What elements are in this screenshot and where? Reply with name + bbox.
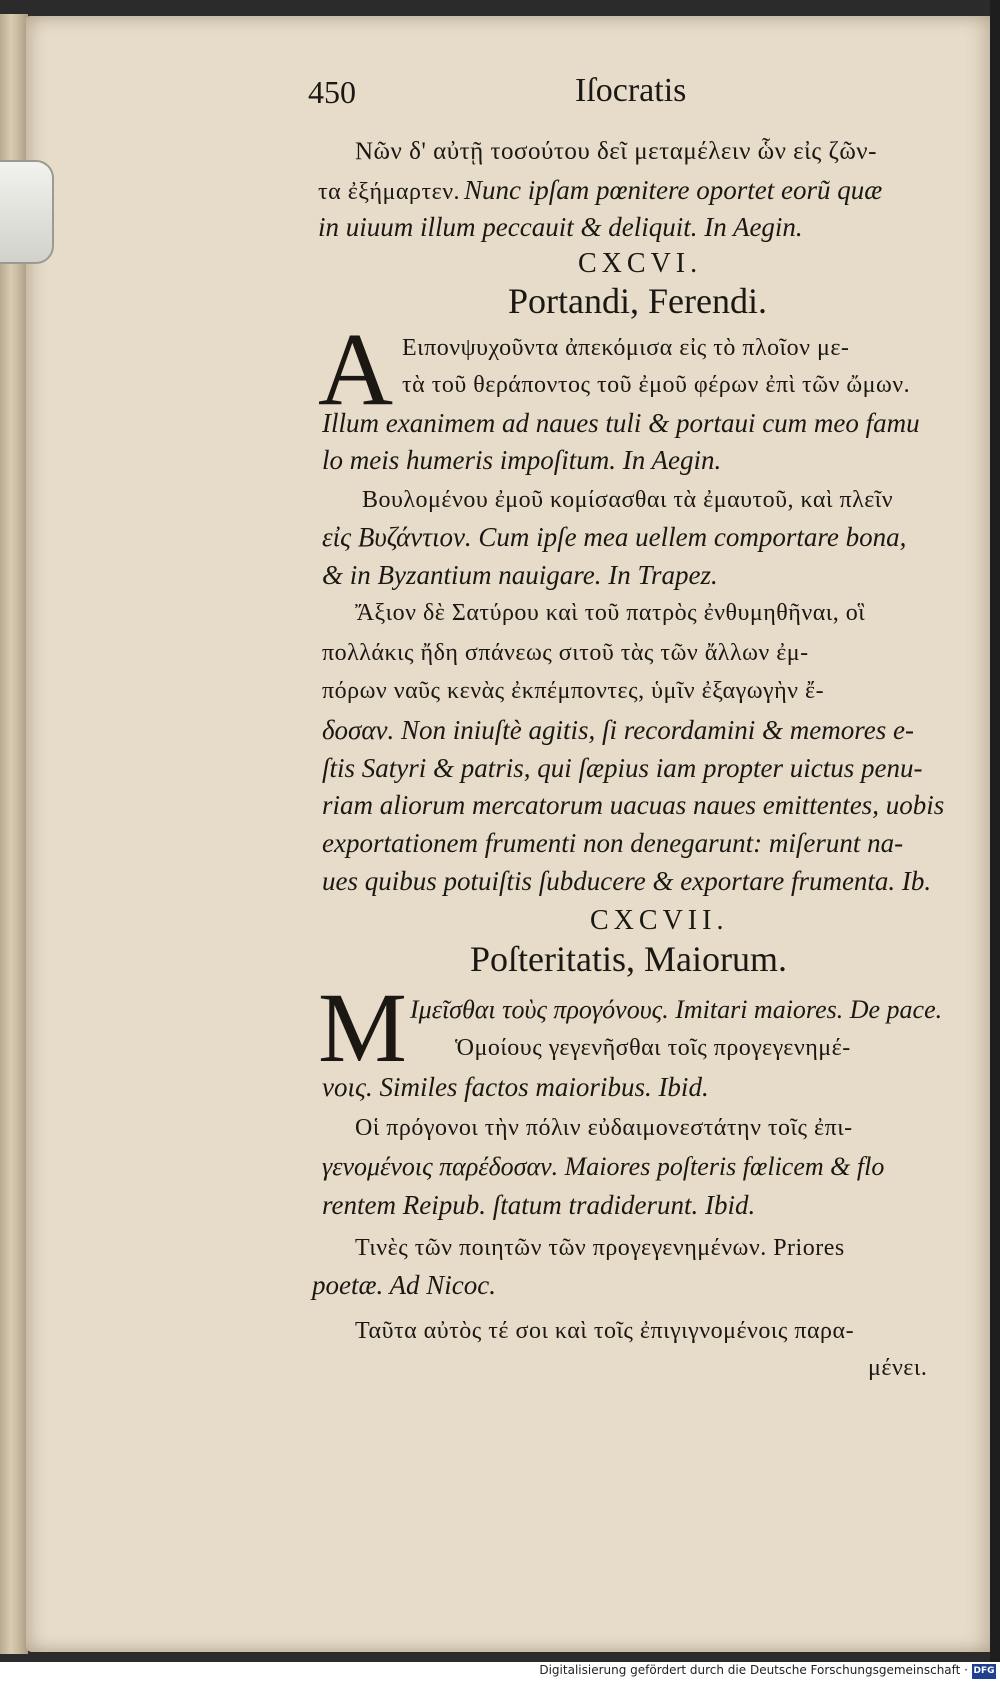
drop-cap: M <box>318 972 407 1083</box>
section-title: Poſteritatis, Maiorum. <box>470 939 787 979</box>
clip-tab <box>0 160 54 264</box>
text-line: Ιμεῖσθαι τοὺς προγόνους. Imitari maiores. De pace. <box>410 995 943 1024</box>
text-line: & in Byzantium nauigare. In Trapez. <box>322 560 718 590</box>
entry-greek-line: Νῶν δ' αὐτῇ τοσούτου δεῖ μεταμέλειν ὧν εἰς ζῶν- <box>355 138 877 165</box>
right-dark-edge <box>990 0 1000 1662</box>
text-line: lo meis humeris impoſitum. In Aegin. <box>322 445 722 475</box>
text-line: Ειπονψυχοῦντα ἀπεκόμισα εἰς τὸ πλοῖον με- <box>402 335 850 361</box>
text-line: Βουλομένου ἐμοῦ κομίσασθαι τὰ ἐμαυτοῦ, καὶ πλεῖν <box>362 487 894 513</box>
text-line: ſtis Satyri & patris, qui ſæpius iam propter uictus penu- <box>322 753 923 783</box>
drop-cap: A <box>318 312 394 427</box>
entry-greek-fragment: τα ἐξήμαρτεν. <box>318 179 461 205</box>
text-line: exportationem frumenti non denegarunt: miſerunt na- <box>322 828 904 858</box>
section-title: Portandi, Ferendi. <box>508 281 767 321</box>
running-head: Iſocratis <box>575 72 687 109</box>
text-line: νοις. Similes factos maioribus. Ibid. <box>322 1072 709 1102</box>
text-line: Οἱ πρόγονοι τὴν πόλιν εὐδαιμονεστάτην τοῖς ἐπι- <box>355 1115 853 1141</box>
dfg-logo-icon: DFG <box>972 1664 996 1679</box>
section-number: CXCVII. <box>590 905 729 936</box>
text-line: Τινὲς τῶν ποιητῶν τῶν προγεγενημένων. Priores <box>355 1235 845 1261</box>
text-line: ues quibus potuiſtis ſubducere & exportare frumenta. Ib. <box>322 866 932 896</box>
funding-note: Digitalisierung gefördert durch die Deutsche Forschungsgemeinschaft · <box>539 1663 968 1677</box>
text-line: Ἄξιον δὲ Σατύρου καὶ τοῦ πατρὸς ἐνθυμηθῆναι, οἳ <box>355 600 866 626</box>
text-line: γενομένοις παρέδοσαν. Maiores poſteris fœlicem & flo <box>322 1152 885 1181</box>
text-line: Illum exanimem ad naues tuli & portaui cum meo famu <box>322 408 920 438</box>
text-line: Ταῦτα αὐτὸς τέ σοι καὶ τοῖς ἐπιγιγνομένοις παρα- <box>355 1318 855 1344</box>
text-line: τὰ τοῦ θεράποντος τοῦ ἐμοῦ φέρων ἐπὶ τῶν ὤμων. <box>402 372 911 398</box>
text-line: Ὁμοίους γεγενῆσθαι τοῖς προγεγενημέ- <box>455 1035 851 1061</box>
text-line: riam aliorum mercatorum uacuas naues emittentes, uobis <box>322 790 945 820</box>
text-line: πόρων ναῦς κενὰς ἐκπέμποντες, ὑμῖν ἐξαγωγὴν ἔ- <box>322 678 825 704</box>
text-line: rentem Reipub. ſtatum tradiderunt. Ibid. <box>322 1190 756 1220</box>
entry-latin-line: in uiuum illum peccauit & deliquit. In Aegin. <box>318 212 803 242</box>
page-number: 450 <box>308 74 356 110</box>
text-line: μένει. <box>868 1355 928 1381</box>
section-number: CXCVI. <box>578 248 703 279</box>
text-line: δοσαν. Non iniuſtè agitis, ſi recordamini & memores e- <box>322 715 914 745</box>
text-line: πολλάκις ἤδη σπάνεως σιτοῦ τὰς τῶν ἄλλων ἐμ- <box>322 640 809 666</box>
entry-latin: Nunc ipſam pœnitere oportet eorũ quæ <box>464 175 883 205</box>
text-line: εἰς Βυζάντιον. Cum ipſe mea uellem comportare bona, <box>322 522 907 552</box>
text-line: poetæ. Ad Nicoc. <box>312 1270 496 1300</box>
entry-line <box>318 175 882 206</box>
